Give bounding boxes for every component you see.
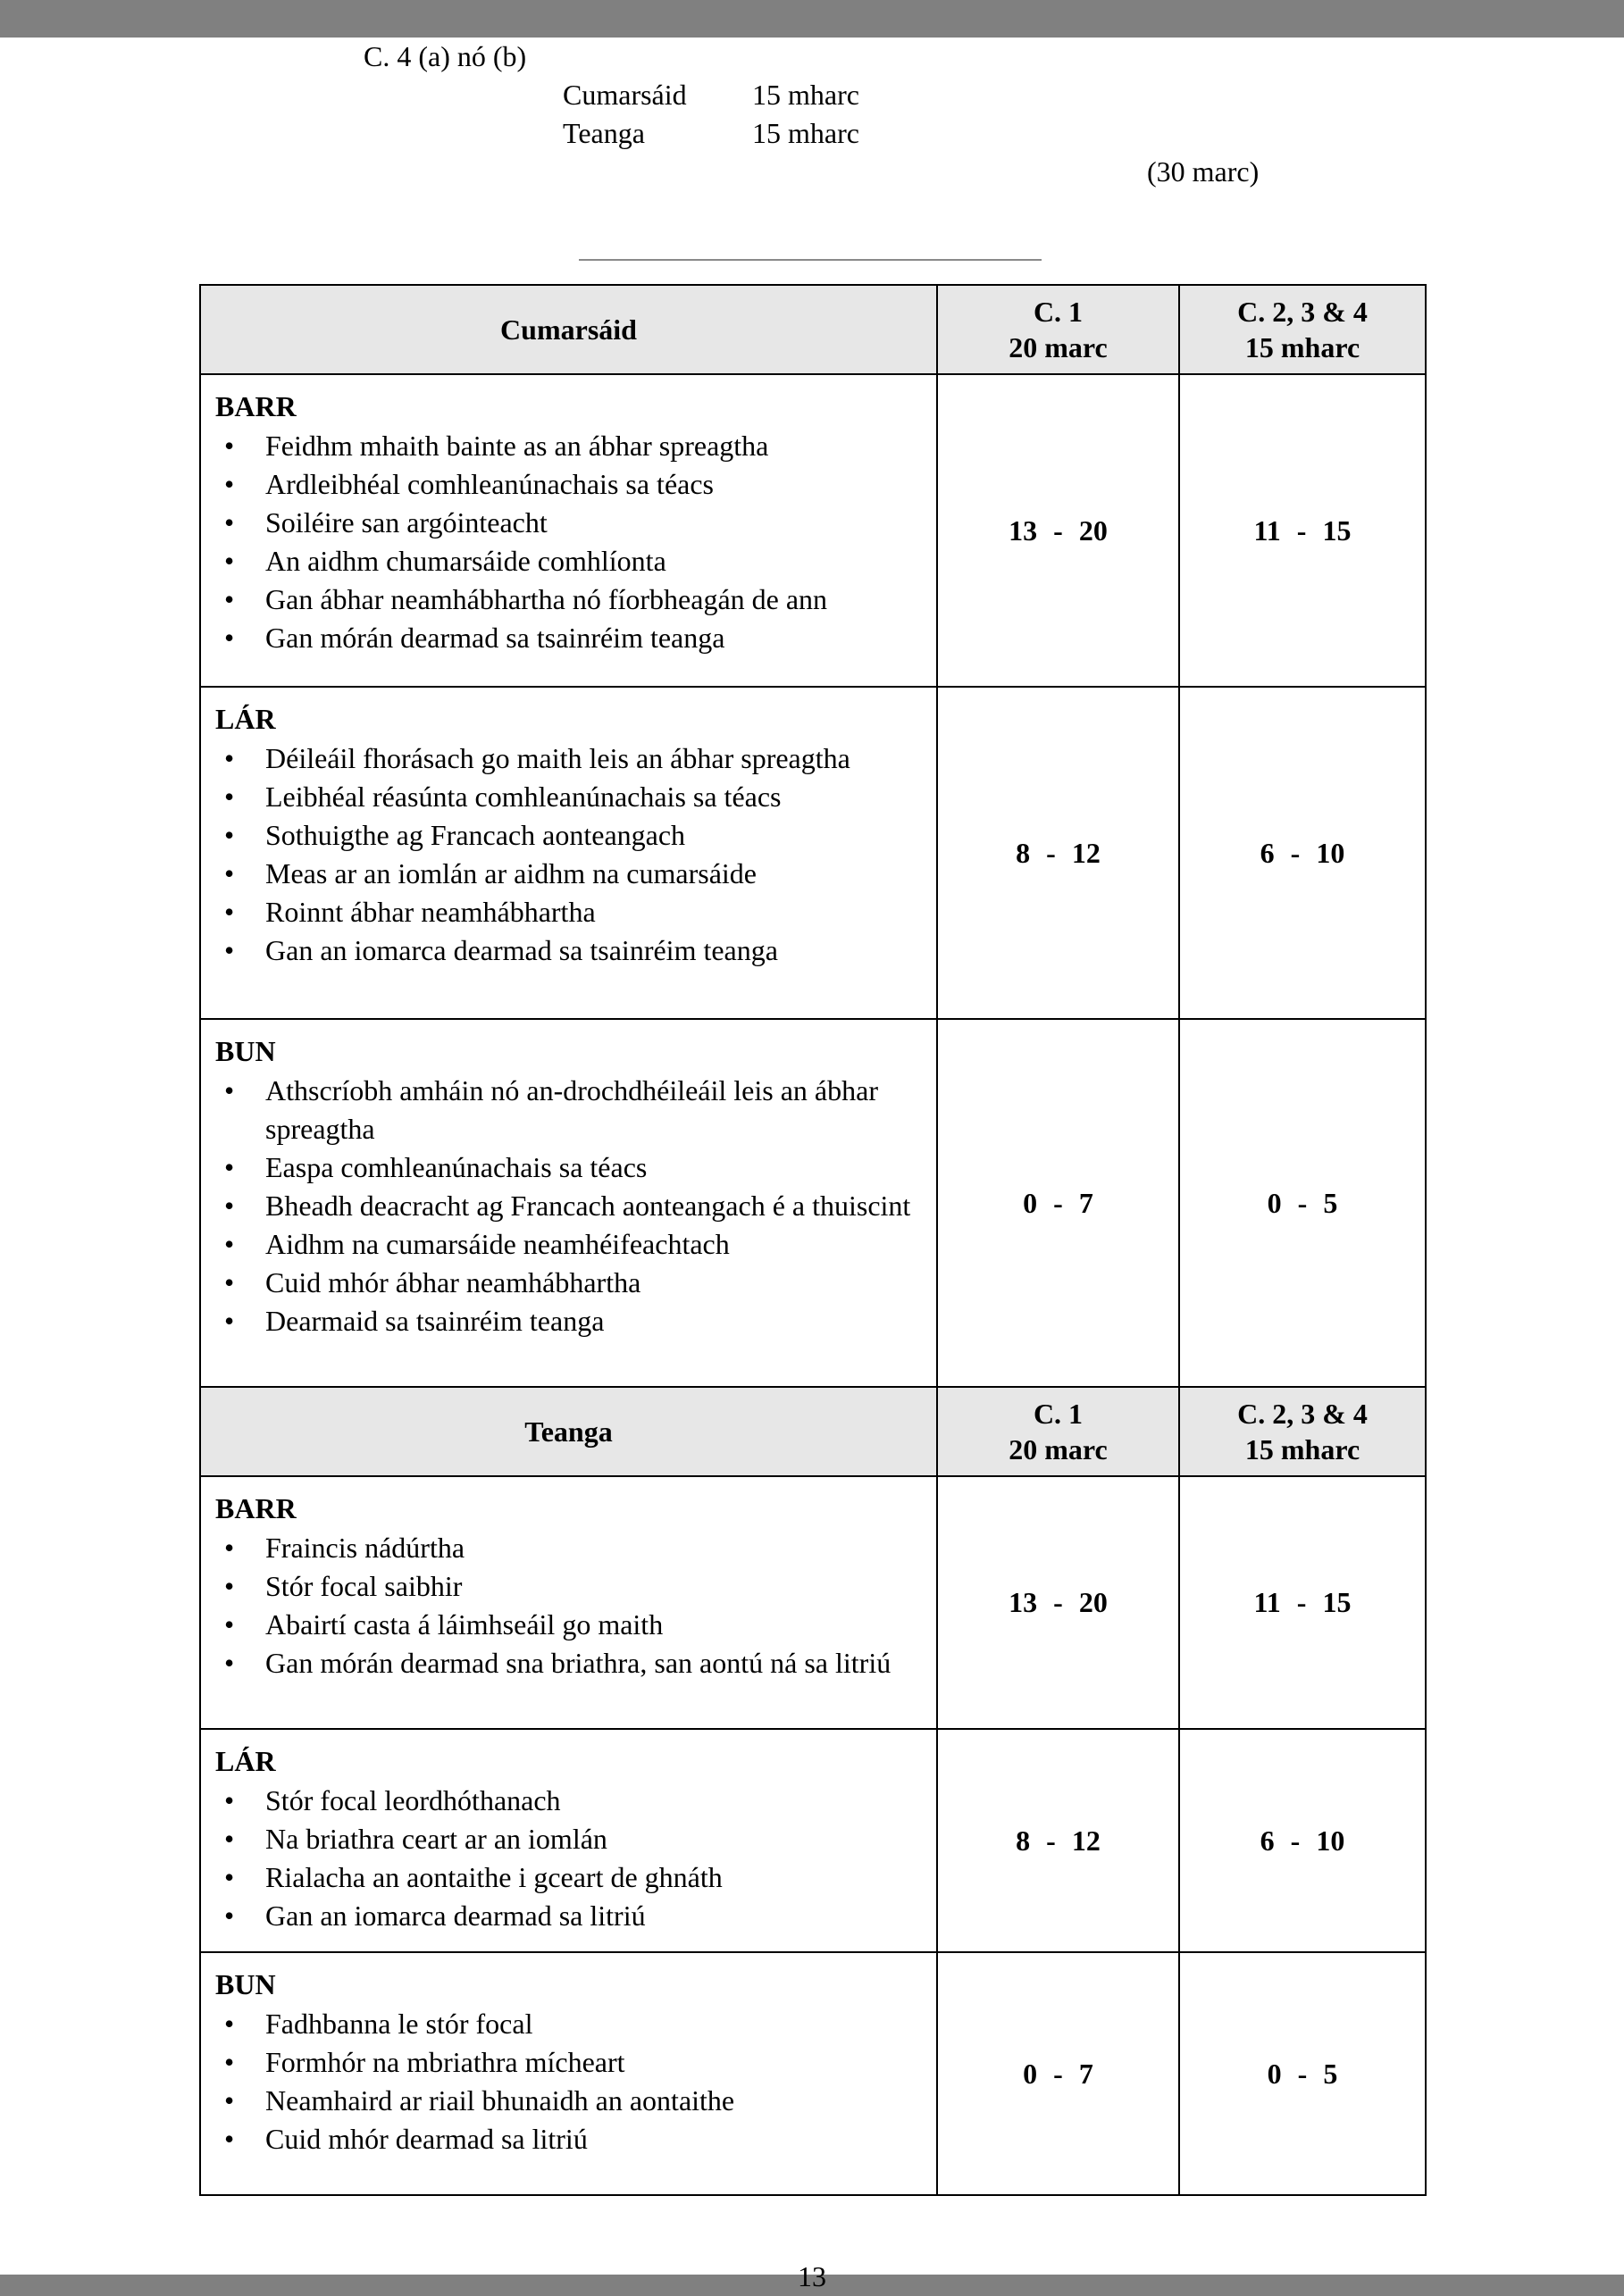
score-range-c234: 6 - 10 (1179, 1729, 1426, 1952)
score-range-c234: 0 - 5 (1179, 1952, 1426, 2195)
criterion-item: • Gan mórán dearmad sa tsainréim teanga (213, 619, 925, 657)
criterion-item: • Soiléire san argóinteacht (213, 504, 925, 542)
score-range-c1: 13 - 20 (937, 1476, 1179, 1729)
table-row-cumarsaid-barr (200, 374, 1426, 687)
criteria-list (213, 2005, 925, 2158)
table-row-teanga-lar (200, 1729, 1426, 1952)
section-title-cumarsaid: Cumarsáid (200, 285, 937, 374)
column-header-c234 (1179, 285, 1426, 374)
criterion-item: • Stór focal saibhir (213, 1567, 925, 1606)
section-title-teanga: Teanga (200, 1387, 937, 1476)
criterion-item: • Stór focal leordhóthanach (213, 1782, 925, 1820)
band-title: BUN (215, 1035, 276, 1067)
criterion-item: • Roinnt ábhar neamhábhartha (213, 893, 925, 931)
criterion-item: • Gan mórán dearmad sna briathra, san aontú ná sa litriú (213, 1644, 925, 1682)
table-row-teanga-bun (200, 1952, 1426, 2195)
score-range-c1: 13 - 20 (937, 374, 1179, 687)
column-header-c1-line2: 20 marc (1009, 331, 1108, 363)
criteria-list (213, 427, 925, 657)
criteria-cell (200, 1952, 937, 2195)
allocation-label: Teanga (563, 117, 645, 149)
column-header-c234-line2: 15 mharc (1244, 331, 1360, 363)
marks-allocation-block (563, 76, 1624, 153)
band-title: BUN (215, 1968, 276, 2000)
section-header-row (200, 285, 1426, 374)
table-row-cumarsaid-bun (200, 1019, 1426, 1387)
criterion-item: • Na briathra ceart ar an iomlán (213, 1820, 925, 1858)
total-marks: (30 marc) (1147, 155, 1260, 188)
criterion-item: • Abairtí casta á láimhseáil go maith (213, 1606, 925, 1644)
band-title: BARR (215, 1492, 297, 1524)
column-header-c234-line2: 15 mharc (1244, 1433, 1360, 1465)
criterion-item: • Dearmaid sa tsainréim teanga (213, 1302, 925, 1340)
table-row-cumarsaid-lar (200, 687, 1426, 1019)
column-header-c234 (1179, 1387, 1426, 1476)
column-header-c234-line1: C. 2, 3 & 4 (1237, 1398, 1368, 1430)
band-title: LÁR (215, 1745, 276, 1777)
criteria-cell (200, 687, 937, 1019)
criterion-item: • Leibhéal réasúnta comhleanúnachais sa téacs (213, 778, 925, 816)
criterion-item: • An aidhm chumarsáide comhlíonta (213, 542, 925, 580)
criterion-item: • Sothuigthe ag Francach aonteangach (213, 816, 925, 855)
criteria-list (213, 1782, 925, 1935)
allocation-marks: 15 mharc (752, 117, 859, 149)
criterion-item: • Aidhm na cumarsáide neamhéifeachtach (213, 1225, 925, 1264)
allocation-label: Cumarsáid (563, 79, 687, 111)
column-header-c1-line1: C. 1 (1033, 1398, 1084, 1430)
score-range-c234: 11 - 15 (1179, 374, 1426, 687)
criterion-item: • Easpa comhleanúnachais sa téacs (213, 1148, 925, 1187)
criterion-item: • Feidhm mhaith bainte as an ábhar spreagtha (213, 427, 925, 465)
table-row-teanga-barr (200, 1476, 1426, 1729)
criterion-item: • Gan an iomarca dearmad sa tsainréim teanga (213, 931, 925, 970)
criteria-cell (200, 1019, 937, 1387)
criteria-cell (200, 374, 937, 687)
criterion-item: • Cuid mhór dearmad sa litriú (213, 2120, 925, 2158)
criteria-list (213, 739, 925, 970)
criterion-item: • Neamhaird ar riail bhunaidh an aontaithe (213, 2082, 925, 2120)
page-number: 13 (798, 2260, 826, 2292)
allocation-row (563, 114, 1624, 153)
criterion-item: • Ardleibhéal comhleanúnachais sa téacs (213, 465, 925, 504)
criterion-item: • Meas ar an iomlán ar aidhm na cumarsáide (213, 855, 925, 893)
score-range-c234: 6 - 10 (1179, 687, 1426, 1019)
score-range-c234: 11 - 15 (1179, 1476, 1426, 1729)
score-range-c1: 0 - 7 (937, 1019, 1179, 1387)
criterion-item: • Cuid mhór ábhar neamhábhartha (213, 1264, 925, 1302)
column-header-c1-line1: C. 1 (1033, 296, 1084, 328)
criterion-item: • Gan ábhar neamhábhartha nó fíorbheagán de ann (213, 580, 925, 619)
criterion-item: • Formhór na mbriathra mícheart (213, 2043, 925, 2082)
score-range-c234: 0 - 5 (1179, 1019, 1426, 1387)
score-range-c1: 8 - 12 (937, 1729, 1179, 1952)
criterion-item: • Fadhbanna le stór focal (213, 2005, 925, 2043)
marking-scheme-table (199, 284, 1427, 2196)
criterion-item: • Gan an iomarca dearmad sa litriú (213, 1897, 925, 1935)
criteria-cell (200, 1476, 937, 1729)
section-header-row (200, 1387, 1426, 1476)
score-range-c1: 0 - 7 (937, 1952, 1179, 2195)
separator-line (579, 259, 1042, 261)
criterion-item: • Rialacha an aontaithe i gceart de ghnáth (213, 1858, 925, 1897)
column-header-c1 (937, 1387, 1179, 1476)
question-reference: C. 4 (a) nó (b) (364, 40, 527, 72)
band-title: BARR (215, 390, 297, 422)
criterion-item: • Fraincis nádúrtha (213, 1529, 925, 1567)
criteria-list (213, 1529, 925, 1682)
column-header-c1 (937, 285, 1179, 374)
document-page (0, 38, 1624, 2292)
criteria-list (213, 1072, 925, 1340)
allocation-row (563, 76, 1624, 114)
score-range-c1: 8 - 12 (937, 687, 1179, 1019)
criterion-item: • Déileáil fhorásach go maith leis an ábhar spreagtha (213, 739, 925, 778)
allocation-marks: 15 mharc (752, 79, 859, 111)
column-header-c234-line1: C. 2, 3 & 4 (1237, 296, 1368, 328)
criteria-cell (200, 1729, 937, 1952)
band-title: LÁR (215, 703, 276, 735)
criterion-item: • Bheadh deacracht ag Francach aonteangach é a thuiscint (213, 1187, 925, 1225)
criterion-item: • Athscríobh amháin nó an-drochdhéileáil leis an ábhar spreagtha (213, 1072, 925, 1148)
column-header-c1-line2: 20 marc (1009, 1433, 1108, 1465)
